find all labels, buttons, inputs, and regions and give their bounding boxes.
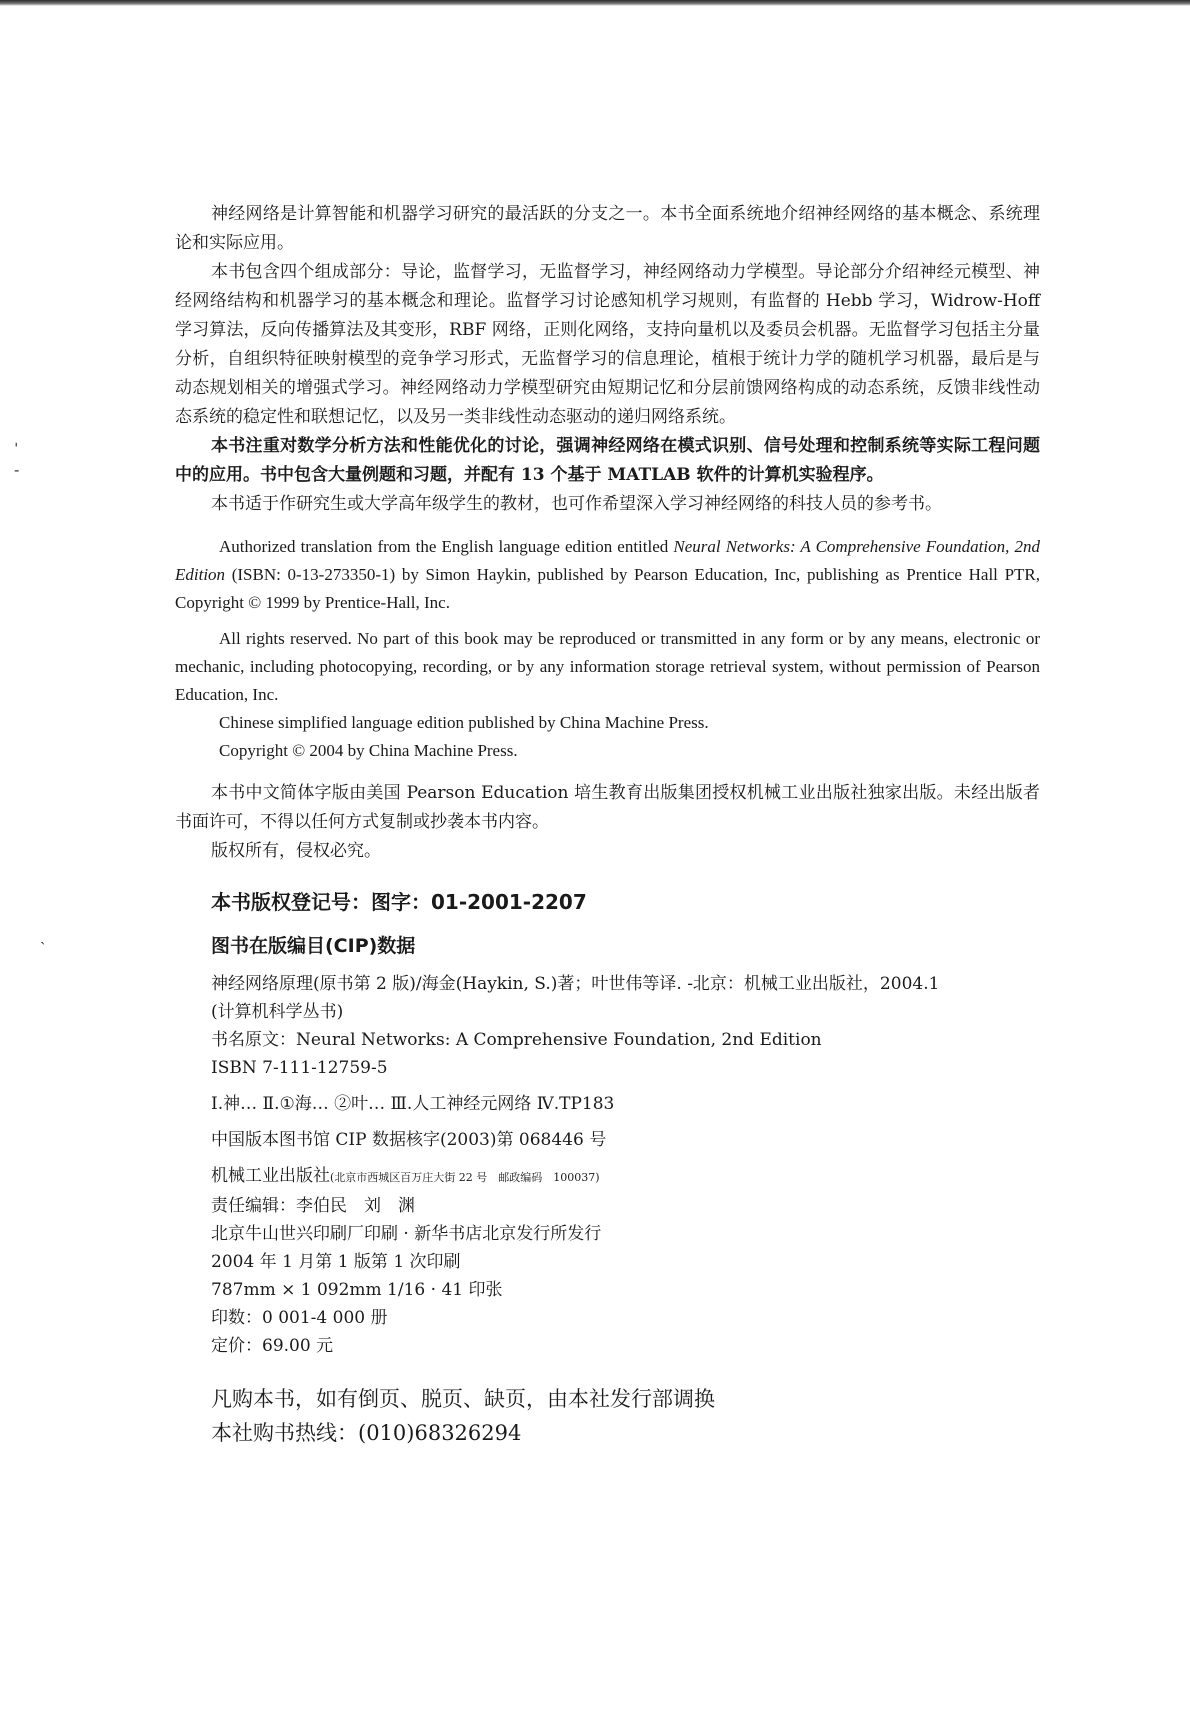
copyright-registration-number: 本书版权登记号：图字：01-2001-2207 bbox=[211, 890, 587, 914]
chinese-rights-reserved: 版权所有，侵权必究。 bbox=[211, 841, 381, 861]
english-authorization bbox=[175, 533, 1040, 617]
print-edition: 2004 年 1 月第 1 版第 1 次印刷 bbox=[211, 1252, 461, 1272]
cip-series: (计算机科学丛书) bbox=[211, 1002, 344, 1022]
exchange-notice: 凡购本书，如有倒页、脱页、缺页，由本社发行部调换 bbox=[211, 1387, 715, 1411]
cip-data-record: 中国版本图书馆 CIP 数据核字(2003)第 068446 号 bbox=[211, 1130, 607, 1150]
scan-top-border bbox=[0, 0, 1190, 6]
cip-classification: Ⅰ.神… Ⅱ.①海… ②叶… Ⅲ.人工神经元网络 Ⅳ.TP183 bbox=[211, 1094, 615, 1114]
intro-paragraph: 神经网络是计算智能和机器学习研究的最活跃的分支之一。本书全面系统地介绍神经网络的基本概念、系统理论和实际应用。 bbox=[175, 204, 1040, 253]
copyright-page bbox=[175, 200, 1040, 1450]
intro-paragraph: 本书适于作研究生或大学高年级学生的教材，也可作希望深入学习神经网络的科技人员的参考书。 bbox=[211, 494, 942, 514]
print-run: 印数：0 001-4 000 册 bbox=[211, 1308, 388, 1328]
scan-mark: ˏ bbox=[40, 926, 46, 945]
chinese-rights-paragraph: 本书中文简体字版由美国 Pearson Education 培生教育出版集团授权机械工业出版社独家出版。未经出版者书面许可，不得以任何方式复制或抄袭本书内容。 bbox=[175, 783, 1040, 832]
printer-distributor: 北京牛山世兴印刷厂印刷 · 新华书店北京发行所发行 bbox=[211, 1224, 602, 1244]
intro-paragraph: 本书包含四个组成部分：导论，监督学习，无监督学习，神经网络动力学模型。导论部分介绍神经元模型、神经网络结构和机器学习的基本概念和理论。监督学习讨论感知机学习规则，有监督的 Hebb 学习，Widrow-Hoff 学习算法，反向传播算法及其变形，RBF 网络，正则化网络，支持向量机以及委员会机器。无监督学习包括主分量分析，自组织特征映射模型的竞争学习形式，无监督学习的信息理论，植根于统计力学的随机学习机器，最后是与动态规划相关的增强式学习。神经网络动力学模型研究由短期记忆和分层前馈网络构成的动态系统，反馈非线性动态系统的稳定性和联想记忆，以及另一类非线性动态驱动的递归网络系统。 bbox=[175, 262, 1040, 427]
english-rights-reserved: All rights reserved. No part of this book may be reproduced or transmitted in any form or by any means, electronic or mechanic, including photocopying, recording, or by any information storage retrieval system, without permission of Pearson Education, Inc. bbox=[175, 629, 1040, 704]
original-book-title: Neural Networks: A Comprehensive Foundation, 2nd Edition bbox=[175, 537, 1040, 584]
cip-original-title: 书名原文：Neural Networks: A Comprehensive Foundation, 2nd Edition bbox=[211, 1030, 822, 1050]
authorization-text: Authorized translation from the English language edition entitled bbox=[219, 537, 674, 556]
publisher-address: (北京市西城区百万庄大街 22 号 邮政编码 100037) bbox=[330, 1171, 600, 1184]
cip-isbn: ISBN 7-111-12759-5 bbox=[211, 1058, 388, 1078]
publisher-line bbox=[175, 1162, 1040, 1192]
cip-record-line: 神经网络原理(原书第 2 版)/海金(Haykin, S.)著；叶世伟等译. -北京：机械工业出版社，2004.1 bbox=[211, 974, 940, 994]
scan-mark: - bbox=[14, 460, 20, 479]
purchase-hotline: 本社购书热线：(010)68326294 bbox=[211, 1421, 522, 1445]
authorization-text: (ISBN: 0-13-273350-1) by Simon Haykin, published by Pearson Education, Inc, publishing as Prentice Hall PTR, Copyright © 1999 by Prentice-Hall, Inc. bbox=[175, 565, 1040, 612]
responsible-editors: 责任编辑：李伯民 刘 渊 bbox=[211, 1196, 415, 1216]
publisher-name: 机械工业出版社 bbox=[211, 1166, 330, 1186]
book-price: 定价：69.00 元 bbox=[211, 1336, 334, 1356]
english-copyright: Copyright © 2004 by China Machine Press. bbox=[219, 741, 518, 760]
book-format: 787mm × 1 092mm 1/16 · 41 印张 bbox=[211, 1280, 503, 1300]
english-edition-note: Chinese simplified language edition published by China Machine Press. bbox=[219, 713, 709, 732]
scan-mark: ˈ bbox=[14, 440, 19, 459]
intro-paragraph: 本书注重对数学分析方法和性能优化的讨论，强调神经网络在模式识别、信号处理和控制系统等实际工程问题中的应用。书中包含大量例题和习题，并配有 13 个基于 MATLAB 软件的计算机实验程序。 bbox=[175, 436, 1040, 485]
cip-heading: 图书在版编目(CIP)数据 bbox=[211, 935, 416, 957]
